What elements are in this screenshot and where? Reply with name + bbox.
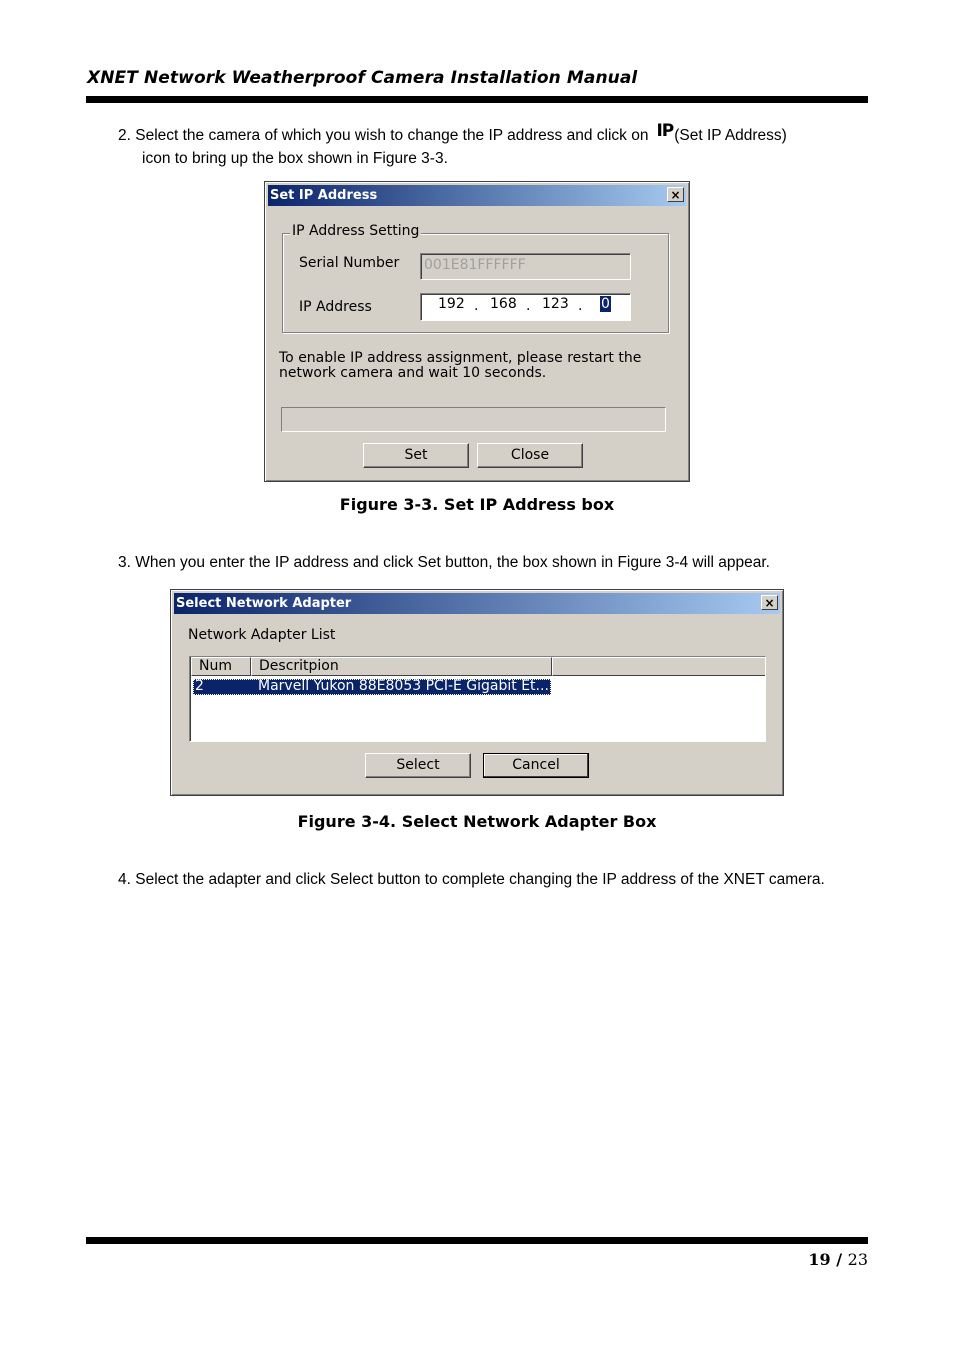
ip-octet-3[interactable]: 123: [542, 296, 569, 312]
dialog-title: Select Network Adapter: [176, 596, 352, 611]
dialog-title: Set IP Address: [270, 188, 378, 203]
step-4-text: 4. Select the adapter and click Select button to complete changing the IP address of the XNET camera.: [118, 871, 825, 888]
step-3-text: 3. When you enter the IP address and click Set button, the box shown in Figure 3-4 will appear.: [118, 554, 770, 571]
close-icon[interactable]: ×: [667, 187, 684, 202]
footer-rule: [86, 1237, 868, 1244]
set-ip-address-icon: IP: [656, 121, 674, 141]
select-network-adapter-dialog: [170, 589, 784, 796]
network-adapter-list[interactable]: [189, 656, 766, 742]
step-2-text: 2. Select the camera of which you wish to change the IP address and click on: [118, 127, 649, 144]
column-header-description[interactable]: Descritpion: [251, 657, 552, 676]
dialog-titlebar: [174, 593, 780, 614]
serial-number-field[interactable]: 001E81FFFFFF: [420, 253, 631, 280]
document-header-title: XNET Network Weatherproof Camera Installation Manual: [87, 68, 638, 88]
serial-number-label: Serial Number: [299, 255, 400, 271]
figure-3-3-caption: Figure 3-3. Set IP Address box: [339, 495, 615, 514]
page-total: 23: [847, 1250, 868, 1269]
close-button[interactable]: Close: [477, 443, 583, 468]
restart-message-line-1: To enable IP address assignment, please restart the: [279, 350, 642, 366]
set-button[interactable]: Set: [363, 443, 469, 468]
figure-3-4-caption: Figure 3-4. Select Network Adapter Box: [297, 812, 657, 831]
dialog-titlebar: [268, 185, 686, 206]
cancel-button[interactable]: Cancel: [483, 753, 589, 778]
group-label: IP Address Setting: [292, 223, 420, 239]
page-number: [808, 1250, 868, 1269]
ip-dot: .: [474, 298, 479, 314]
page-current: 19: [808, 1250, 831, 1269]
table-row[interactable]: [193, 679, 551, 695]
restart-message-line-2: network camera and wait 10 seconds.: [279, 365, 547, 381]
column-header-empty[interactable]: [552, 657, 766, 676]
column-header-num[interactable]: Num: [191, 657, 251, 676]
row-description: Marvell Yukon 88E8053 PCI-E Gigabit Et...: [258, 678, 549, 694]
step-2-line-2: icon to bring up the box shown in Figure 3-3.: [142, 150, 448, 167]
network-adapter-list-label: Network Adapter List: [188, 627, 336, 643]
row-num: 2: [195, 678, 204, 694]
select-button[interactable]: Select: [365, 753, 471, 778]
progress-bar: [281, 407, 666, 432]
ip-octet-2[interactable]: 168: [490, 296, 517, 312]
ip-dot: .: [578, 298, 583, 314]
set-ip-address-dialog: [264, 181, 690, 482]
ip-address-input[interactable]: [420, 293, 631, 321]
header-rule: [86, 96, 868, 103]
ip-address-label: IP Address: [299, 299, 372, 315]
restart-message: [279, 351, 641, 381]
ip-octet-4[interactable]: 0: [601, 296, 610, 312]
page-separator: /: [830, 1250, 848, 1269]
step-2-icon-caption: (Set IP Address): [674, 127, 787, 144]
ip-octet-1[interactable]: 192: [438, 296, 465, 312]
close-icon[interactable]: ×: [761, 595, 778, 610]
ip-dot: .: [526, 298, 531, 314]
